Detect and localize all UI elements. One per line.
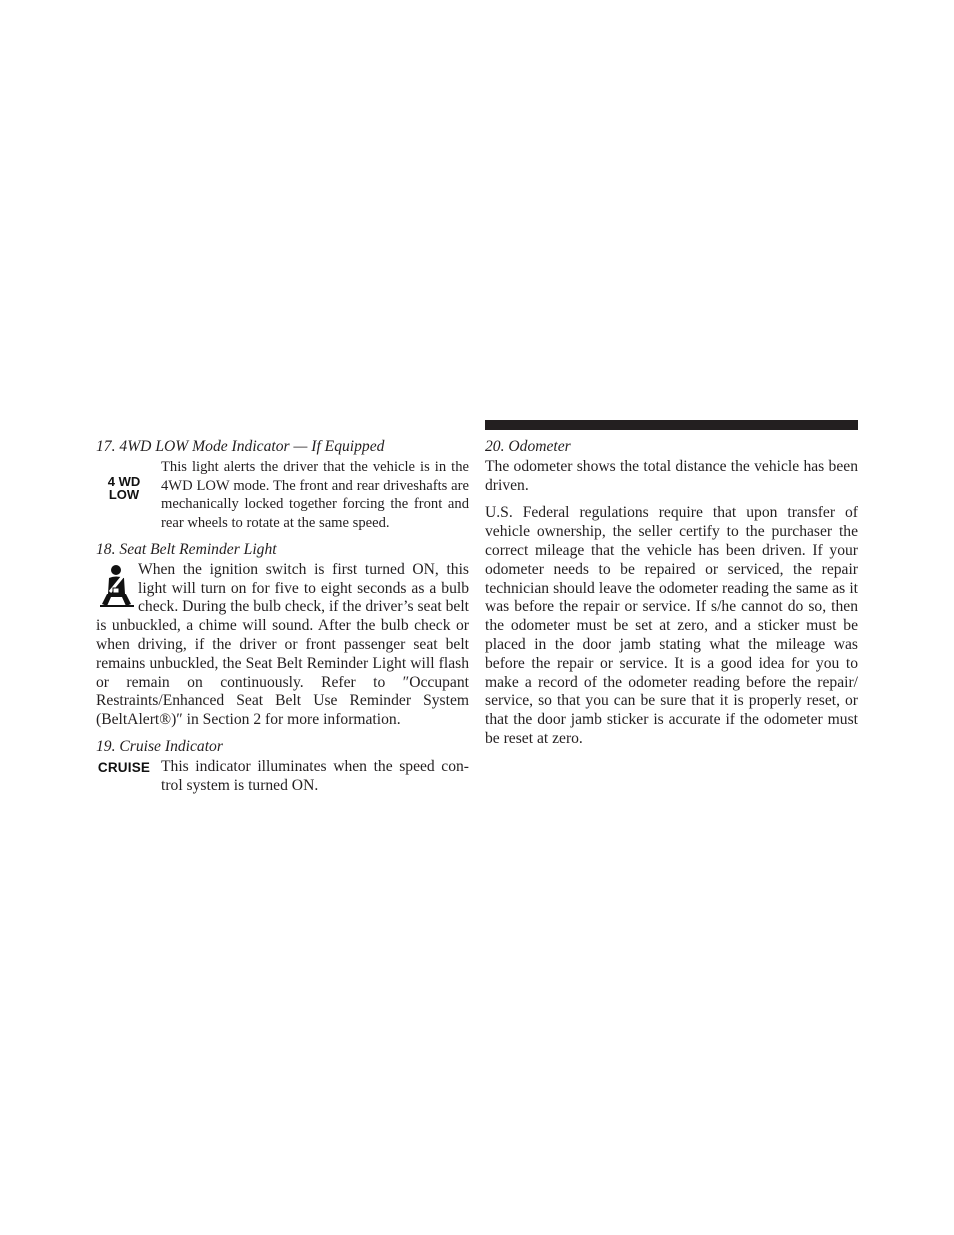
section-heading-cruise: 19. Cruise Indicator	[96, 737, 223, 755]
cruise-icon	[96, 758, 152, 778]
section-seat-belt	[96, 541, 469, 730]
seat-belt-icon	[96, 562, 138, 610]
section-heading-seat-belt: 18. Seat Belt Reminder Light	[96, 540, 277, 558]
4wd-low-icon-line1: 4 WD	[107, 473, 141, 489]
section-body-cruise: This indicator illuminates when the speed con-trol system is turned ON.	[161, 757, 469, 794]
section-body-odometer-2: U.S. Federal regulations require that upon transfer of vehicle ownership, the seller certify to the purchaser the correct mileage that the vehicle has been driven. If your odometer needs to be repaired or serviced, the repair technician should leave the odometer reading the same as it was before the repair or service. If s/he cannot do so, then the odometer must be set at zero, and a sticker must be placed in the door jamb stating what the mileage was before the repair or service. It is a good idea for you to make a record of the odometer reading before the repair/ service, so that you can be sure that it is properly reset, or that the door jamb sticker is accurate if the odometer must be reset at zero.	[485, 504, 858, 747]
section-header-bar	[485, 420, 858, 430]
section-body-4wd-low: This light alerts the driver that the vehicle is in the 4WD LOW mode. The front and rear driveshafts are mechanically locked together forcing the front and rear wheels to rotate at the same speed.	[161, 458, 469, 532]
4wd-low-icon	[96, 458, 152, 518]
left-column	[96, 438, 469, 803]
section-heading-odometer: 20. Odometer	[485, 438, 571, 455]
section-4wd-low	[96, 438, 469, 533]
section-body-seat-belt: When the ignition switch is first turned ON, this light will turn on for five to eight seconds as a bulb check. During the bulb check, if the driver’s seat belt is unbuckled, a chime will sound. After the bulb check or when driving, if the driver or front passenger seat belt remains unbuckled, the Seat Belt Reminder Light will flash or remain on continuously. Refer to ″Occupant Restraints/Enhanced Seat Belt Use Reminder System (BeltAlert®)″ in Section 2 for more information.	[96, 560, 469, 729]
cruise-icon-label: CRUISE	[97, 760, 151, 776]
section-body-odometer-1: The odometer shows the total distance the vehicle has been driven.	[485, 457, 858, 494]
section-cruise	[96, 738, 469, 795]
section-heading-4wd-low: 17. 4WD LOW Mode Indicator — If Equipped	[96, 438, 385, 455]
4wd-low-icon-line2: LOW	[108, 486, 140, 502]
right-column	[485, 438, 858, 757]
section-odometer	[485, 438, 858, 749]
